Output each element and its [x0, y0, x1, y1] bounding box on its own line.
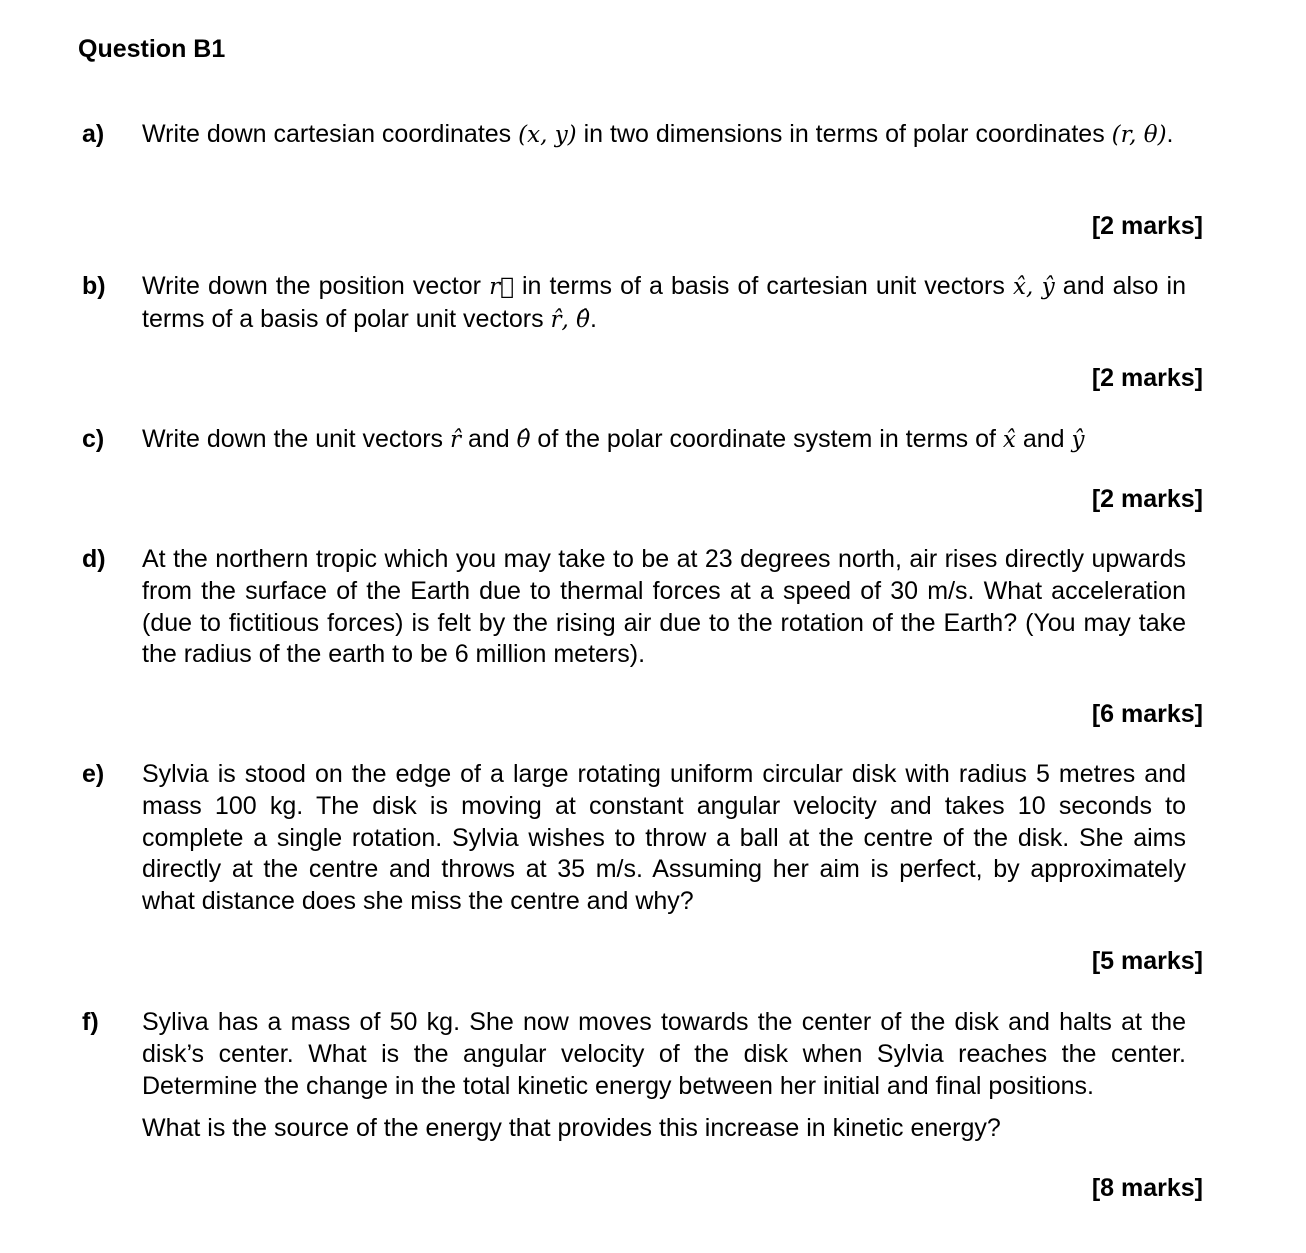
question-label: c) [82, 425, 105, 453]
text-run: and [1015, 425, 1072, 453]
math-expression: x̂ [1002, 427, 1016, 453]
question-paragraph [142, 424, 1186, 457]
marks-e: [5 marks] [1091, 947, 1203, 975]
text-run: Write down the unit vectors [142, 425, 451, 453]
question-f [82, 1007, 1186, 1145]
marks-c: [2 marks] [1091, 485, 1203, 513]
question-text [142, 544, 1186, 671]
question-paragraph: At the northern tropic which you may take to be at 23 degrees north, air rises directly upwards from the surface of the Earth due to thermal forces at a speed of 30 m/s. What acceleration (due to fictitious forces) is felt by the rising air due to the rotation of the Earth? (You may take the radius of the earth to be 6 million meters). [142, 545, 1186, 669]
text-run: and also in terms of a basis of polar unit vectors [142, 272, 1187, 333]
math-expression: ŷ [1071, 427, 1085, 453]
marks-f: [8 marks] [1091, 1174, 1203, 1202]
question-paragraph [142, 271, 1186, 337]
question-text [142, 424, 1186, 457]
question-text [142, 759, 1186, 918]
math-expression: (x, y) [518, 122, 577, 148]
math-expression: r̂, θ̂ [550, 306, 590, 333]
math-expression: x̂, ŷ [1012, 274, 1055, 300]
math-expression: r⃗ [489, 274, 514, 300]
question-paragraph [142, 119, 1186, 152]
question-d [82, 544, 1186, 671]
question-label: e) [82, 760, 105, 788]
math-expression: r̂ [450, 427, 462, 453]
question-text [142, 119, 1186, 152]
math-expression: (r, θ) [1111, 122, 1167, 148]
question-c [82, 424, 1186, 457]
question-label: a) [82, 120, 105, 148]
question-a [82, 119, 1186, 152]
marks-d: [6 marks] [1091, 700, 1203, 728]
text-run: . [589, 304, 597, 333]
text-run: . [1166, 120, 1174, 148]
question-label: b) [82, 272, 106, 300]
question-paragraph: Syliva has a mass of 50 kg. She now moves towards the center of the disk and halts at the disk’s center. What is the angular velocity of the disk when Sylvia reaches the center. Determine the change in the total kinetic energy between her initial and final positions. [142, 1008, 1186, 1100]
question-paragraph: Sylvia is stood on the edge of a large rotating uniform circular disk with radius 5 metres and mass 100 kg. The disk is moving at constant angular velocity and takes 10 seconds to complete a single rotation. Sylvia wishes to throw a ball at the centre of the disk. She aims directly at the centre and throws at 35 m/s. Assuming her aim is perfect, by approximately what distance does she miss the centre and why? [142, 760, 1186, 916]
math-expression: θ̂ [516, 427, 531, 453]
text-run: and [461, 425, 517, 453]
question-b [82, 271, 1186, 337]
question-text [142, 271, 1186, 337]
question-paragraph: What is the source of the energy that provides this increase in kinetic energy? [142, 1113, 1001, 1142]
text-run: in terms of a basis of cartesian unit vectors [513, 272, 1013, 300]
text-run: in two dimensions in terms of polar coordinates [576, 120, 1112, 148]
marks-a: [2 marks] [1091, 212, 1203, 240]
text-run: of the polar coordinate system in terms of [530, 425, 1003, 453]
marks-b: [2 marks] [1091, 364, 1203, 392]
question-label: d) [82, 545, 106, 573]
question-text [142, 1007, 1186, 1145]
question-e [82, 759, 1186, 918]
page-title: Question B1 [78, 35, 226, 63]
question-label: f) [82, 1008, 99, 1036]
text-run: Write down the position vector [142, 272, 490, 300]
text-run: Write down cartesian coordinates [142, 120, 519, 148]
